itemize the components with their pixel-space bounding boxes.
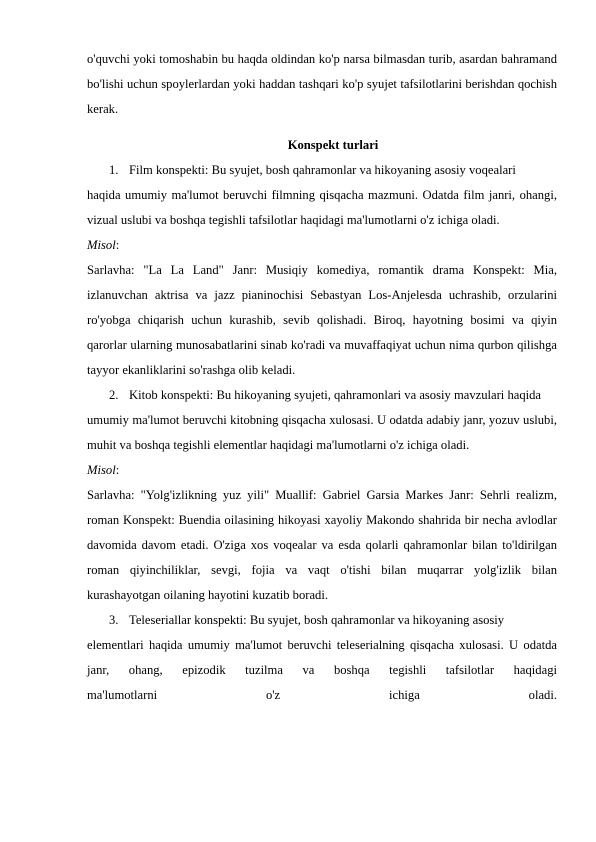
list-number: 2. <box>109 388 119 402</box>
list-lead-text: Teleseriallar konspekti: Bu syujet, bosh qahramonlar va hikoyaning asosiy <box>129 613 505 627</box>
misol-label: Misol <box>87 463 116 477</box>
list-number: 1. <box>109 163 119 177</box>
intro-paragraph: o'quvchi yoki tomoshabin bu haqda oldindan ko'p narsa bilmasdan turib, asardan bahramand bo'lishi uchun spoylerlardan yoki haddan tashqari ko'p syujet tafsilotlarini berishdan qochish kerak. <box>87 52 557 116</box>
list-item-2-example: Sarlavha: "Yolg'izlikning yuz yili" Muallif: Gabriel Garsia Markes Janr: Sehrli realizm, roman Konspekt: Buendia oilasining hikoyasi xayoliy Makondo shahrida bir necha avlodlar davomida davom etadi. O'ziga xos voqealar va esda qolarli qahramonlar bilan to'ldirilgan roman qiyinchiliklar, sevgi, fojia va vaqt o'tishi bilan muqarrar yolg'izlik bilan kurashayotgan oilaning hayotini kuzatib boradi. <box>87 488 557 602</box>
list-item-3-tail: ma'lumotlarni o'z ichiga oladi. <box>87 688 557 702</box>
list-item-1-body: haqida umumiy ma'lumot beruvchi filmning qisqacha mazmuni. Odatda film janri, ohangi, vizual uslubi va boshqa tegishli tafsilotlar haqidagi ma'lumotlarni o'z ichiga oladi. <box>87 188 557 227</box>
misol-label: Misol <box>87 238 116 252</box>
example-label: Misol: <box>87 238 120 252</box>
list-lead-text: Film konspekti: Bu syujet, bosh qahramonlar va hikoyaning asosiy voqealari <box>129 163 516 177</box>
list-item-3-lead <box>87 608 557 633</box>
list-item-1-lead <box>87 158 557 183</box>
list-item-2-lead <box>87 383 557 408</box>
spacer <box>87 122 557 133</box>
list-lead-text: Kitob konspekti: Bu hikoyaning syujeti, qahramonlari va asosiy mavzulari haqida <box>129 388 542 402</box>
list-number: 3. <box>109 613 119 627</box>
list-item-3-body: elementlari haqida umumiy ma'lumot beruvchi teleserialning qisqacha xulosasi. U odatda janr, ohang, epizodik tuzilma va boshqa tegishli tafsilotlar haqidagi <box>87 638 557 677</box>
section-heading: Konspekt turlari <box>287 138 379 152</box>
example-label: Misol: <box>87 463 120 477</box>
list-item-2-body: umumiy ma'lumot beruvchi kitobning qisqacha xulosasi. U odatda adabiy janr, yozuv uslubi, muhit va boshqa tegishli elementlar haqidagi ma'lumotlarni o'z ichiga oladi. <box>87 413 557 452</box>
document-page <box>87 47 557 708</box>
list-item-1-example: Sarlavha: "La La Land" Janr: Musiqiy komediya, romantik drama Konspekt: Mia, izlanuvchan aktrisa va jazz pianinochisi Sebastyan Los-Anjelesda uchrashib, orzularini ro'yobga chiqarish uchun kurashib, sevib qolishadi. Biroq, hayotning bosimi va qiyin qarorlar ularning munosabatlarini sinab ko'radi va muvaffaqiyat uchun nima qurbon qilishga tayyor ekanliklarini so'rashga olib keladi. <box>87 263 557 377</box>
